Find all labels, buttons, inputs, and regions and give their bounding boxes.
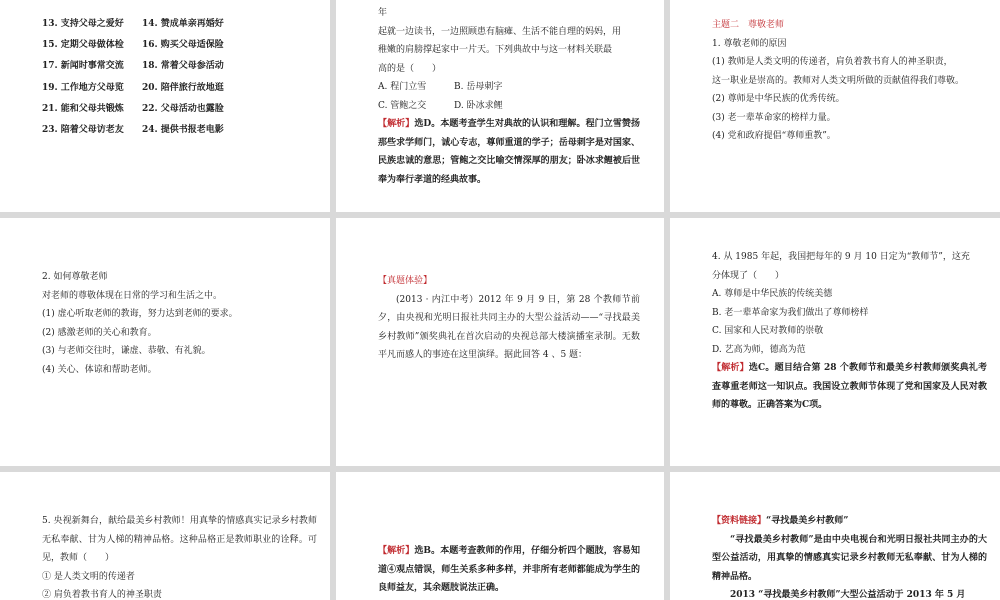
analysis-text: 选D。本题考查学生对典故的认识和理解。程门立雪赞扬那些求学师门，诚心专志，尊师重道的学子；岳母刺字是对国家、民族忠诚的意思；管鲍之交比喻交情深厚的朋友；卧冰求鲤被后世奉为奉行孝道的经典故事。 — [378, 119, 640, 185]
resource-label: 【资料链接】 — [712, 516, 767, 526]
slide-question-5 — [0, 472, 330, 600]
question-line: 4. 从 1985 年起，我国把每年的 9 月 10 日定为“教师节”，这充 — [712, 252, 970, 262]
text-line: (1) 教师是人类文明的传递者，肩负着教书育人的神圣职责， — [712, 57, 953, 67]
analysis-text: 选C。题目结合第 28 个教师节和最美乡村教师颁奖典礼考查尊重老师这一知识点。我国设立教师节体现了党和国家及人民对教师的尊敬。正确答案为C项。 — [712, 363, 987, 410]
resource-text: 2013 “寻找最美乡村教师”大型公益活动于 2013 年 5 月 — [730, 590, 966, 600]
resource-text: “寻找最美乡村教师”是由中央电视台和光明日报社共同主办的大型公益活动，用真挚的情感真实记录乡村教师无私奉献、甘为人梯的精神品格。 — [712, 534, 987, 582]
list-item: 17. 新闻时事常交流 — [42, 61, 124, 72]
question-line: 分体现了（ ） — [712, 270, 785, 281]
statement-1: ① 是人类文明的传递者 — [42, 571, 135, 582]
exam-body — [378, 272, 640, 365]
question-line: 起就一边读书，一边照顾患有脑瘫、生活不能自理的妈妈，用 — [378, 26, 622, 37]
question-body — [712, 248, 987, 415]
slide-question-4 — [670, 218, 1000, 466]
option-c: C. 管鲍之交 — [378, 100, 427, 111]
option-d: D. 艺高为师，德高为范 — [712, 344, 806, 355]
option-b: B. 老一辈革命家为我们做出了尊师榜样 — [712, 307, 869, 318]
filial-list-column-left — [42, 14, 124, 141]
reasons-body — [712, 16, 987, 146]
slide-question-3 — [336, 0, 664, 212]
statement-2: ② 肩负着教书育人的神圣职责 — [42, 590, 162, 600]
slide-analysis-5 — [336, 472, 664, 600]
list-item: 15. 定期父母做体检 — [42, 40, 124, 51]
text-line: (3) 老一辈革命家的榜样力量。 — [712, 112, 836, 123]
analysis-text: 选B。本题考查教师的作用，仔细分析四个题肢，容易知道④观点错误，师生关系多种多样，并非所有老师都能成为学生的良师益友，其余题肢说法正确。 — [378, 546, 640, 593]
text-line: (2) 尊师是中华民族的优秀传统。 — [712, 94, 845, 104]
analysis — [378, 542, 640, 598]
text-line: (1) 虚心听取老师的教诲，努力达到老师的要求。 — [42, 309, 238, 319]
question-line: 年 — [378, 8, 388, 18]
text-line: 这一职业是崇高的。教师对人类文明所做的贡献值得我们尊敬。 — [712, 75, 965, 86]
question-body — [42, 512, 317, 600]
option-a: A. 尊师是中华民族的传统美德 — [712, 289, 833, 299]
option-d: D. 卧冰求鲤 — [454, 100, 503, 111]
analysis — [712, 359, 987, 415]
how-body — [42, 268, 312, 379]
option-a: A. 程门立雪 — [378, 82, 427, 92]
list-item: 21. 能和父母共锻炼 — [42, 103, 124, 114]
analysis-label: 【解析】 — [712, 363, 749, 373]
list-item: 24. 提供书报老电影 — [142, 125, 224, 136]
text-line: (3) 与老师交往时，谦虚、恭敬、有礼貌。 — [42, 346, 211, 356]
option-b: B. 岳母刺字 — [454, 82, 503, 92]
question-text: 5. 央视新舞台，献给最美乡村教师！用真挚的情感真实记录乡村教师无私奉献、甘为人梯的精神品格。这种品格正是教师职业的诠释。可见，教师（ ） — [42, 516, 317, 563]
list-item: 22. 父母活动也露脸 — [142, 103, 224, 114]
slide-filial-list — [0, 0, 330, 212]
topic-heading: 主题二 尊敬老师 — [712, 20, 785, 30]
option-c: C. 国家和人民对教师的崇敬 — [712, 326, 824, 336]
list-item: 20. 陪伴旅行故地逛 — [142, 82, 224, 93]
list-item: 18. 常着父母参活动 — [142, 61, 224, 72]
text-line: (4) 关心、体谅和帮助老师。 — [42, 364, 157, 375]
question-line: 高的是（ ） — [378, 63, 442, 74]
question-body — [378, 4, 640, 189]
analysis-label: 【解析】 — [378, 546, 415, 556]
analysis — [378, 115, 640, 189]
exam-label: 【真题体验】 — [378, 276, 433, 286]
exam-text: (2013 · 内江中考）2012 年 9 月 9 日，第 28 个教师节前夕，由央视和光明日报社共同主办的大型公益活动——“寻找最美乡村教师”颁奖典礼在首次启动的央视总部大楼演播室录制。无数平凡而感人的事迹在这里演绎。据此回答 4 、5 题： — [378, 294, 640, 360]
text-line: 对老师的尊敬体现在日常的学习和生活之中。 — [42, 290, 223, 301]
text-line: 1. 尊敬老师的原因 — [712, 38, 787, 49]
slide-real-exam — [336, 218, 664, 466]
answer-options — [378, 78, 640, 115]
text-line: 2. 如何尊敬老师 — [42, 272, 108, 282]
slide-how-respect-teachers — [0, 218, 330, 466]
resource-title: “寻找最美乡村教师” — [766, 516, 849, 526]
slide-resource-link — [670, 472, 1000, 600]
list-item: 13. 支持父母之爱好 — [42, 19, 124, 29]
slide-respect-teachers-reasons — [670, 0, 1000, 212]
list-item: 19. 工作地方父母览 — [42, 82, 124, 93]
resource-body — [712, 512, 987, 600]
list-item: 23. 陪着父母访老友 — [42, 125, 124, 136]
resource-heading — [712, 512, 987, 531]
list-item: 14. 赞成单亲再婚好 — [142, 19, 224, 29]
analysis-body — [378, 542, 640, 598]
filial-list-column-right — [142, 14, 224, 141]
text-line: (4) 党和政府提倡“尊师重教”。 — [712, 131, 836, 141]
text-line: (2) 感激老师的关心和教育。 — [42, 327, 157, 338]
analysis-label: 【解析】 — [378, 119, 415, 129]
question-line: 稚嫩的肩膀撑起家中一片天。下列典故中与这一材料关联最 — [378, 45, 613, 55]
list-item: 16. 购买父母适保险 — [142, 40, 224, 51]
